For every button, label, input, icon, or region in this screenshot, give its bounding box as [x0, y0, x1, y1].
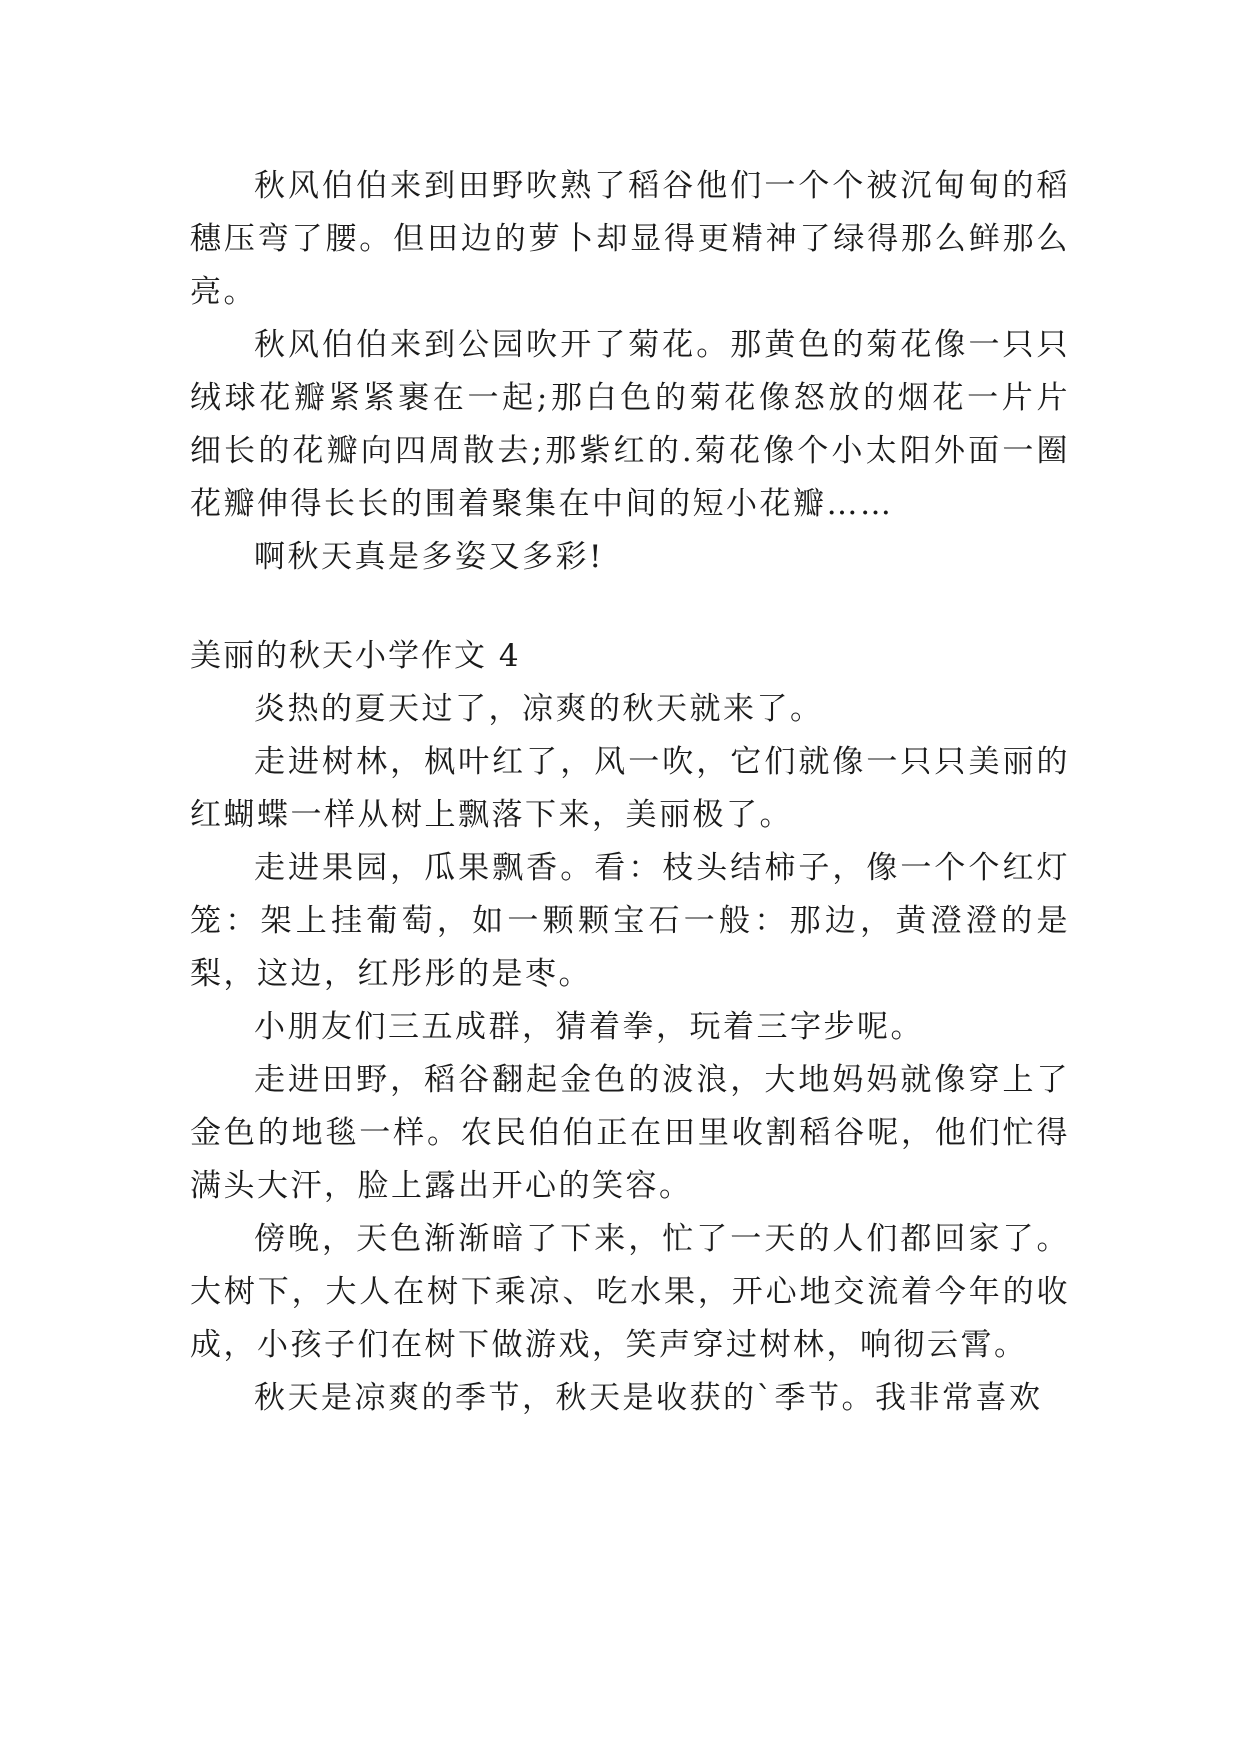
- document-body: [190, 160, 1070, 1425]
- paragraph: 走进果园，瓜果飘香。看：枝头结柿子，像一个个红灯笼：架上挂葡萄，如一颗颗宝石一般：那边，黄澄澄的是梨，这边，红彤彤的是枣。: [190, 850, 1070, 992]
- paragraph: 秋天是凉爽的季节，秋天是收获的`季节。我非常喜欢: [254, 1380, 1043, 1416]
- paragraph: 小朋友们三五成群，猜着拳，玩着三字步呢。: [254, 1009, 924, 1045]
- section-heading: 美丽的秋天小学作文 4: [190, 638, 521, 674]
- paragraph: 秋风伯伯来到田野吹熟了稻谷他们一个个被沉甸甸的稻穗压弯了腰。但田边的萝卜却显得更精神了绿得那么鲜那么亮。: [190, 168, 1070, 310]
- paragraph: 炎热的夏天过了，凉爽的秋天就来了。: [254, 691, 824, 727]
- paragraph: 走进树林，枫叶红了，风一吹，它们就像一只只美丽的红蝴蝶一样从树上飘落下来，美丽极了。: [190, 744, 1070, 833]
- paragraph: 走进田野，稻谷翻起金色的波浪，大地妈妈就像穿上了金色的地毯一样。农民伯伯正在田里收割稻谷呢，他们忙得满头大汗，脸上露出开心的笑容。: [190, 1062, 1070, 1204]
- paragraph: 啊秋天真是多姿又多彩!: [254, 539, 604, 575]
- paragraph: 秋风伯伯来到公园吹开了菊花。那黄色的菊花像一只只绒球花瓣紧紧裹在一起;那白色的菊花像怒放的烟花一片片细长的花瓣向四周散去;那紫红的.菊花像个小太阳外面一圈花瓣伸得长长的围着聚集在中间的短小花瓣……: [190, 327, 1070, 522]
- paragraph: 傍晚，天色渐渐暗了下来，忙了一天的人们都回家了。大树下，大人在树下乘凉、吃水果，开心地交流着今年的收成，小孩子们在树下做游戏，笑声穿过树林，响彻云霄。: [190, 1221, 1070, 1363]
